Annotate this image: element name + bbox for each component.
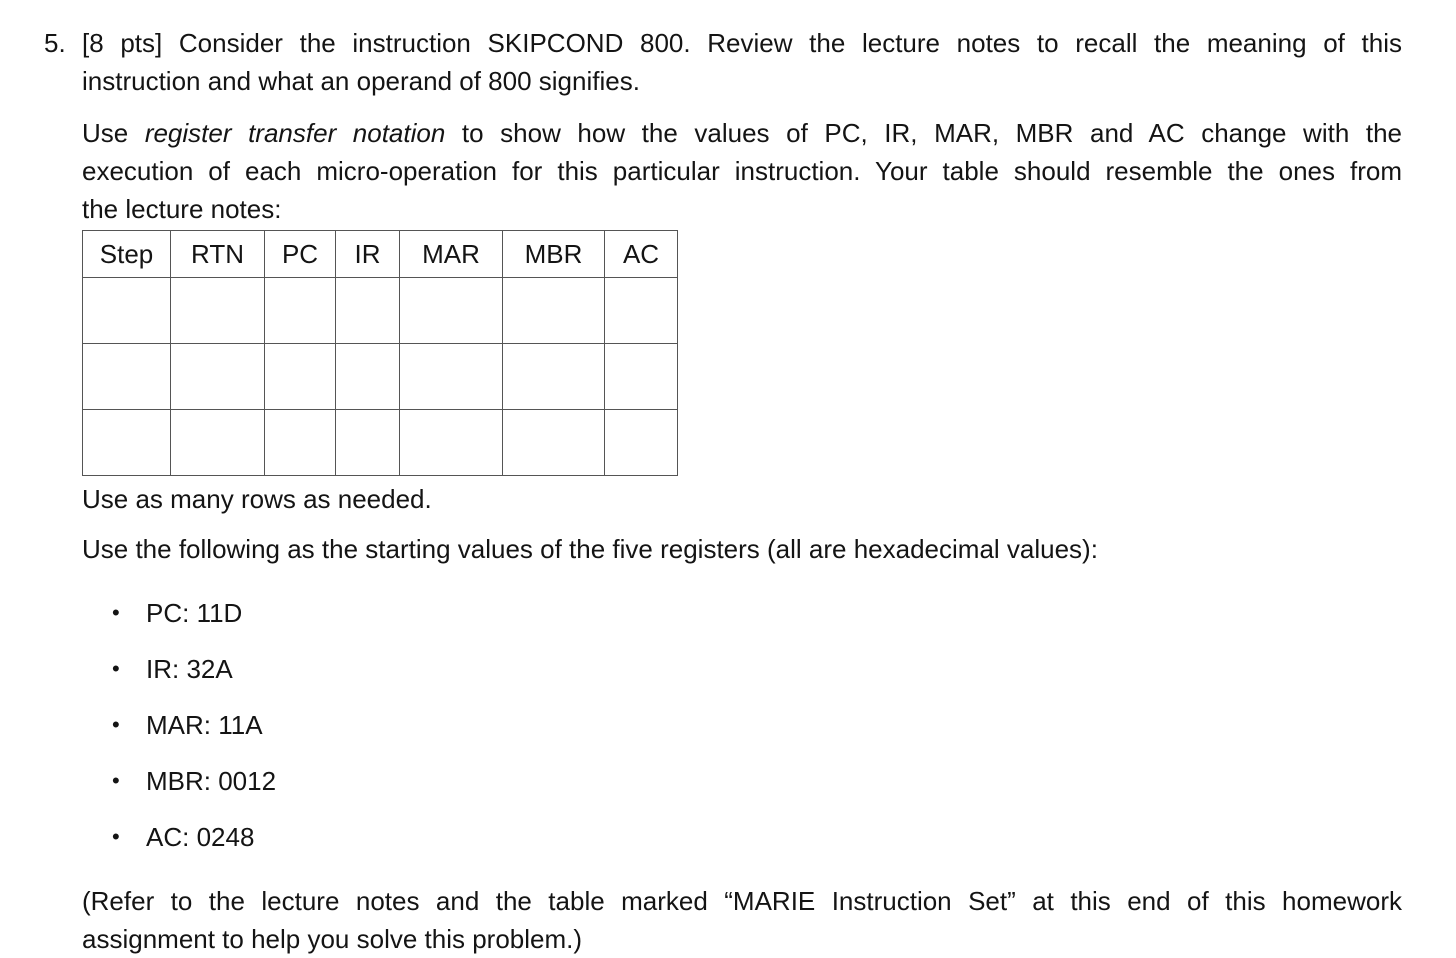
bullet-icon: • [112,712,120,737]
table-cell[interactable] [503,410,605,476]
table-cell[interactable] [83,410,171,476]
register-value: IR: 32A [146,654,233,684]
rows-note: Use as many rows as needed. [82,484,432,514]
instructions-line: the lecture notes: [82,194,282,224]
refer-line: assignment to help you solve this problem.) [82,924,583,954]
question-intro [82,24,1402,100]
table-cell[interactable] [605,410,678,476]
table-cell[interactable] [400,344,503,410]
table-cell[interactable] [336,410,400,476]
table-cell[interactable] [265,344,336,410]
table-cell[interactable] [265,278,336,344]
rtn-table [82,230,678,476]
column-header-mar: MAR [400,231,503,278]
register-value: MAR: 11A [146,710,263,740]
table-cell[interactable] [336,344,400,410]
column-header-rtn: RTN [171,231,265,278]
table-cell[interactable] [265,410,336,476]
rtn-term: register transfer notation [144,118,446,148]
list-item [112,816,276,872]
column-header-ir: IR [336,231,400,278]
table-cell[interactable] [336,278,400,344]
instructions-text: Use [82,118,145,148]
table-header-row [83,231,678,278]
refer-line: (Refer to the lecture notes and the table marked “MARIE Instruction Set” at this end of this homework [82,886,1402,916]
table-cell[interactable] [605,344,678,410]
table-cell[interactable] [171,344,265,410]
bullet-icon: • [112,656,120,681]
table-cell[interactable] [400,410,503,476]
column-header-pc: PC [265,231,336,278]
list-item [112,648,276,704]
bullet-icon: • [112,824,120,849]
table-cell[interactable] [503,278,605,344]
starting-values-note: Use the following as the starting values of the five registers (all are hexadecimal values): [82,534,1098,564]
refer-note [82,882,1402,958]
column-header-mbr: MBR [503,231,605,278]
column-header-ac: AC [605,231,678,278]
table-cell[interactable] [83,278,171,344]
question-number: 5. [44,28,66,58]
instructions-line [82,114,1402,152]
bullet-icon: • [112,600,120,625]
instructions-text: to show how the values of PC, IR, MAR, MBR and AC change with the [445,118,1403,148]
register-value: PC: 11D [146,598,243,628]
question-instructions [82,114,1402,228]
register-value: AC: 0248 [146,822,255,852]
list-item [112,592,276,648]
list-item [112,704,276,760]
table-cell[interactable] [171,410,265,476]
table-cell[interactable] [605,278,678,344]
intro-line: instruction and what an operand of 800 signifies. [82,66,640,96]
bullet-icon: • [112,768,120,793]
intro-line: [8 pts] Consider the instruction SKIPCOND 800. Review the lecture notes to recall the meaning of this [82,28,1402,58]
table-row [83,344,678,410]
register-list [112,592,276,872]
table-cell[interactable] [83,344,171,410]
list-item [112,760,276,816]
table-cell[interactable] [171,278,265,344]
table-cell[interactable] [503,344,605,410]
table-row [83,410,678,476]
table-row [83,278,678,344]
instructions-line: execution of each micro-operation for this particular instruction. Your table should resemble the ones from [82,156,1402,186]
table-cell[interactable] [400,278,503,344]
register-value: MBR: 0012 [146,766,277,796]
column-header-step: Step [83,231,171,278]
